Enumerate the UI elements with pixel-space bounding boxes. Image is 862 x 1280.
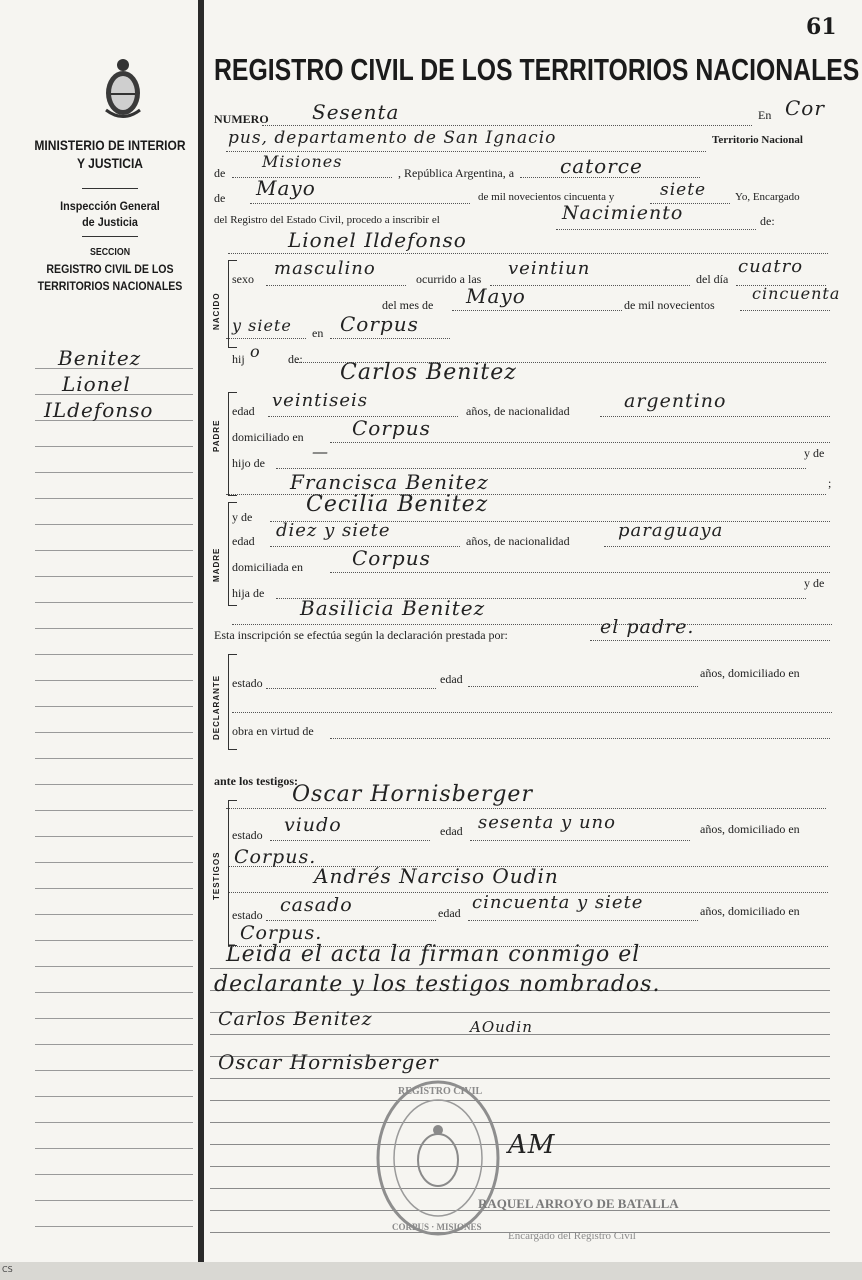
del-dia-label: del día bbox=[696, 272, 729, 286]
ministry-line-1: MINISTERIO DE INTERIOR bbox=[34, 137, 186, 153]
divider bbox=[82, 236, 138, 237]
witness1-estado: viudo bbox=[284, 814, 342, 836]
father-age: veintiseis bbox=[272, 390, 369, 411]
birth-month-value: Mayo bbox=[466, 284, 526, 308]
edad-label-5: edad bbox=[438, 906, 461, 920]
en-label-2: en bbox=[312, 326, 324, 340]
form-rule-line bbox=[266, 920, 436, 921]
estado-label-2: estado bbox=[232, 828, 263, 842]
margin-surname: Benitez bbox=[58, 346, 142, 370]
margin-second-name: ILdefonso bbox=[44, 398, 154, 422]
father-nationality: argentino bbox=[624, 390, 727, 412]
form-rule-line bbox=[228, 253, 828, 254]
margin-rule-line bbox=[35, 914, 193, 915]
mother-domicile: Corpus bbox=[352, 546, 431, 570]
margin-rule-line bbox=[35, 706, 193, 707]
testigos-side-label: TESTIGOS bbox=[212, 851, 221, 900]
form-rule-line bbox=[590, 640, 830, 641]
birth-year-value: cincuenta bbox=[752, 284, 841, 303]
mother-mother: Basilicia Benitez bbox=[300, 596, 486, 620]
mother-nationality: paraguaya bbox=[618, 520, 724, 541]
form-rule-line bbox=[226, 338, 306, 339]
edad-label-2: edad bbox=[232, 534, 255, 548]
column-divider bbox=[198, 0, 204, 1262]
hour-value: veintiun bbox=[508, 258, 591, 279]
mother-age: diez y siete bbox=[276, 520, 391, 541]
hijo-de-label: hijo de bbox=[232, 456, 265, 470]
form-rule-line bbox=[250, 203, 470, 204]
margin-rule-line bbox=[35, 524, 193, 525]
margin-rule-line bbox=[35, 472, 193, 473]
hija-label: hij bbox=[232, 352, 245, 366]
scanner-mark: CS bbox=[2, 1265, 13, 1274]
form-rule-line bbox=[210, 1078, 830, 1079]
signature-officer: AM bbox=[508, 1130, 556, 1160]
father-name: Carlos Benitez bbox=[340, 360, 517, 385]
form-rule-line bbox=[210, 1122, 830, 1123]
hija-value: o bbox=[250, 342, 261, 361]
en-label: En bbox=[758, 108, 772, 122]
margin-first-name: Lionel bbox=[62, 372, 131, 396]
form-rule-line bbox=[210, 1100, 830, 1101]
mes-label: del mes de bbox=[382, 298, 434, 312]
domiciliada-label: domiciliada en bbox=[232, 560, 303, 574]
semicolon: ; bbox=[828, 476, 832, 490]
edad-label-3: edad bbox=[440, 672, 463, 686]
page-title: REGISTRO CIVIL DE LOS TERRITORIOS NACIONALES bbox=[214, 52, 860, 87]
margin-rule-line bbox=[35, 940, 193, 941]
declarante-side-label: DECLARANTE bbox=[212, 674, 221, 740]
obra-label: obra en virtud de bbox=[232, 724, 314, 738]
form-rule-line bbox=[210, 968, 830, 969]
sexo-label: sexo bbox=[232, 272, 254, 286]
declaracion-label: Esta inscripción se efectúa según la declaración prestada por: bbox=[214, 628, 508, 642]
registry-seal-icon bbox=[374, 1078, 502, 1238]
domiciliado-en-label: años, domiciliado en bbox=[700, 666, 800, 680]
inspection-heading bbox=[20, 198, 200, 230]
estado-label-3: estado bbox=[232, 908, 263, 922]
year-label: de mil novecientos cincuenta y bbox=[478, 191, 615, 203]
numero-label: NUMERO bbox=[214, 112, 269, 126]
father-father: — bbox=[312, 442, 329, 461]
y-de-label: y de bbox=[804, 446, 825, 460]
form-rule-line bbox=[468, 686, 698, 687]
form-rule-line bbox=[740, 310, 830, 311]
edad-label-4: edad bbox=[440, 824, 463, 838]
form-rule-line bbox=[266, 285, 406, 286]
de-label: de bbox=[214, 166, 226, 180]
margin-rule-line bbox=[35, 654, 193, 655]
margin-rule-line bbox=[35, 1148, 193, 1149]
margin-rule-line bbox=[35, 446, 193, 447]
page-number: 61 bbox=[806, 14, 837, 40]
margin-rule-line bbox=[35, 810, 193, 811]
closing-line-1: Leida el acta la firman conmigo el bbox=[226, 942, 641, 967]
closing-line-2: declarante y los testigos nombrados. bbox=[214, 972, 661, 997]
registro-label: del Registro del Estado Civil, procedo a inscribir el bbox=[214, 214, 440, 226]
form-rule-line bbox=[556, 229, 756, 230]
margin-rule-line bbox=[35, 784, 193, 785]
divider bbox=[82, 188, 138, 189]
witness1-age: sesenta y uno bbox=[478, 812, 616, 833]
day-value: catorce bbox=[560, 154, 643, 178]
de-label-4: de: bbox=[288, 352, 303, 366]
margin-rule-line bbox=[35, 602, 193, 603]
margin-rule-line bbox=[35, 836, 193, 837]
margin-rule-line bbox=[35, 992, 193, 993]
signature-father: Carlos Benitez bbox=[218, 1008, 373, 1030]
scanner-footer bbox=[0, 1262, 862, 1280]
section-heading bbox=[22, 244, 198, 295]
act-type-value: Nacimiento bbox=[562, 202, 684, 224]
form-rule-line bbox=[232, 624, 832, 625]
witness1-name: Oscar Hornisberger bbox=[292, 782, 533, 807]
territory-value: Misiones bbox=[262, 152, 343, 171]
margin-rule-line bbox=[35, 1018, 193, 1019]
margin-rule-line bbox=[35, 1122, 193, 1123]
officer-title: Encargado del Registro Civil bbox=[508, 1230, 636, 1242]
y-de-label-2: y de bbox=[232, 510, 253, 524]
inspection-line-2: de Justicia bbox=[82, 215, 138, 229]
form-rule-line bbox=[210, 1188, 830, 1189]
form-rule-line bbox=[600, 416, 830, 417]
officer-name: RAQUEL ARROYO DE BATALLA bbox=[478, 1196, 679, 1211]
margin-rule-line bbox=[35, 1174, 193, 1175]
margin-rule-line bbox=[35, 1070, 193, 1071]
domiciliado-en-label-2: años, domiciliado en bbox=[700, 822, 800, 836]
margin-rule-line bbox=[35, 966, 193, 967]
birth-place-value: Corpus bbox=[340, 312, 419, 336]
form-rule-line bbox=[452, 310, 622, 311]
testigos-label: ante los testigos: bbox=[214, 774, 298, 788]
estado-label: estado bbox=[232, 676, 263, 690]
y-de-label-3: y de bbox=[804, 576, 825, 590]
sexo-value: masculino bbox=[274, 258, 376, 279]
republica-label: , República Argentina, a bbox=[398, 166, 515, 180]
ministry-line-2: Y JUSTICIA bbox=[76, 155, 144, 171]
margin-rule-line bbox=[35, 550, 193, 551]
margin-rule-line bbox=[35, 576, 193, 577]
domiciliado-en-label-3: años, domiciliado en bbox=[700, 904, 800, 918]
margin-rule-line bbox=[35, 862, 193, 863]
jurisdiction-value: pus, departamento de San Ignacio bbox=[228, 128, 557, 148]
inspection-line-1: Inspección General bbox=[60, 199, 160, 213]
madre-side-label: MADRE bbox=[212, 547, 221, 582]
encargado-label: Yo, Encargado bbox=[735, 191, 800, 203]
form-rule-line bbox=[330, 338, 450, 339]
section-line-3: TERRITORIOS NACIONALES bbox=[37, 279, 183, 293]
nacionalidad-label: años, de nacionalidad bbox=[466, 404, 570, 418]
form-rule-line bbox=[468, 920, 698, 921]
month-value: Mayo bbox=[256, 176, 316, 200]
de-label-3: de: bbox=[760, 214, 775, 228]
birth-year-value-2: y siete bbox=[232, 316, 292, 335]
margin-rule-line bbox=[35, 758, 193, 759]
form-rule-line bbox=[266, 688, 436, 689]
section-line-1: SECCION bbox=[89, 247, 131, 258]
form-rule-line bbox=[604, 546, 830, 547]
section-line-2: REGISTRO CIVIL DE LOS bbox=[46, 262, 174, 276]
declarante-value: el padre. bbox=[600, 616, 695, 638]
en-value: Cor bbox=[785, 96, 825, 120]
margin-rule-line bbox=[35, 1096, 193, 1097]
margin-rule-line bbox=[35, 1044, 193, 1045]
witness2-estado: casado bbox=[280, 894, 353, 916]
form-rule-line bbox=[270, 840, 430, 841]
hija-de-label: hija de bbox=[232, 586, 265, 600]
father-mother: Francisca Benitez bbox=[290, 470, 489, 494]
padre-side-label: PADRE bbox=[212, 419, 221, 452]
signature-witness2: AOudin bbox=[470, 1018, 533, 1036]
ocurrido-label: ocurrido a las bbox=[416, 272, 482, 286]
margin-rule-line bbox=[35, 1226, 193, 1227]
margin-rule-line bbox=[35, 498, 193, 499]
argentina-coat-of-arms-icon bbox=[100, 55, 146, 121]
form-rule-line bbox=[210, 1166, 830, 1167]
form-rule-line bbox=[262, 125, 752, 126]
witness2-age: cincuenta y siete bbox=[472, 892, 644, 913]
ministry-heading bbox=[24, 136, 196, 172]
child-name: Lionel Ildefonso bbox=[288, 228, 467, 252]
edad-label: edad bbox=[232, 404, 255, 418]
form-rule-line bbox=[232, 712, 832, 713]
margin-rule-line bbox=[35, 1200, 193, 1201]
territorio-label: Territorio Nacional bbox=[712, 134, 803, 146]
numero-value: Sesenta bbox=[312, 100, 400, 124]
witness1-domicile: Corpus. bbox=[234, 846, 317, 868]
margin-rule-line bbox=[35, 888, 193, 889]
margin-rule-line bbox=[35, 732, 193, 733]
seal-bottom-text: CORPUS · MISIONES bbox=[392, 1222, 482, 1232]
seal-text: REGISTRO CIVIL bbox=[398, 1086, 483, 1097]
form-rule-line bbox=[470, 840, 690, 841]
birth-day-value: cuatro bbox=[738, 256, 804, 277]
father-domicile: Corpus bbox=[352, 416, 431, 440]
de-label-2: de bbox=[214, 191, 226, 205]
novecientos-label: de mil novecientos bbox=[624, 298, 715, 312]
testigos-bracket bbox=[228, 800, 237, 946]
witness2-name: Andrés Narciso Oudin bbox=[314, 864, 559, 888]
form-rule-line bbox=[330, 738, 830, 739]
margin-rule-line bbox=[35, 680, 193, 681]
margin-rule-line bbox=[35, 628, 193, 629]
form-rule-line bbox=[330, 572, 830, 573]
form-rule-line bbox=[276, 468, 806, 469]
nacionalidad-label-2: años, de nacionalidad bbox=[466, 534, 570, 548]
nacido-side-label: NACIDO bbox=[212, 292, 221, 330]
form-rule-line bbox=[330, 442, 830, 443]
form-rule-line bbox=[226, 808, 826, 809]
mother-name: Cecilia Benitez bbox=[306, 492, 489, 517]
year-value: siete bbox=[660, 180, 707, 200]
domiciliado-label: domiciliado en bbox=[232, 430, 304, 444]
witness2-domicile: Corpus. bbox=[240, 922, 323, 944]
signature-witness1: Oscar Hornisberger bbox=[218, 1050, 439, 1074]
